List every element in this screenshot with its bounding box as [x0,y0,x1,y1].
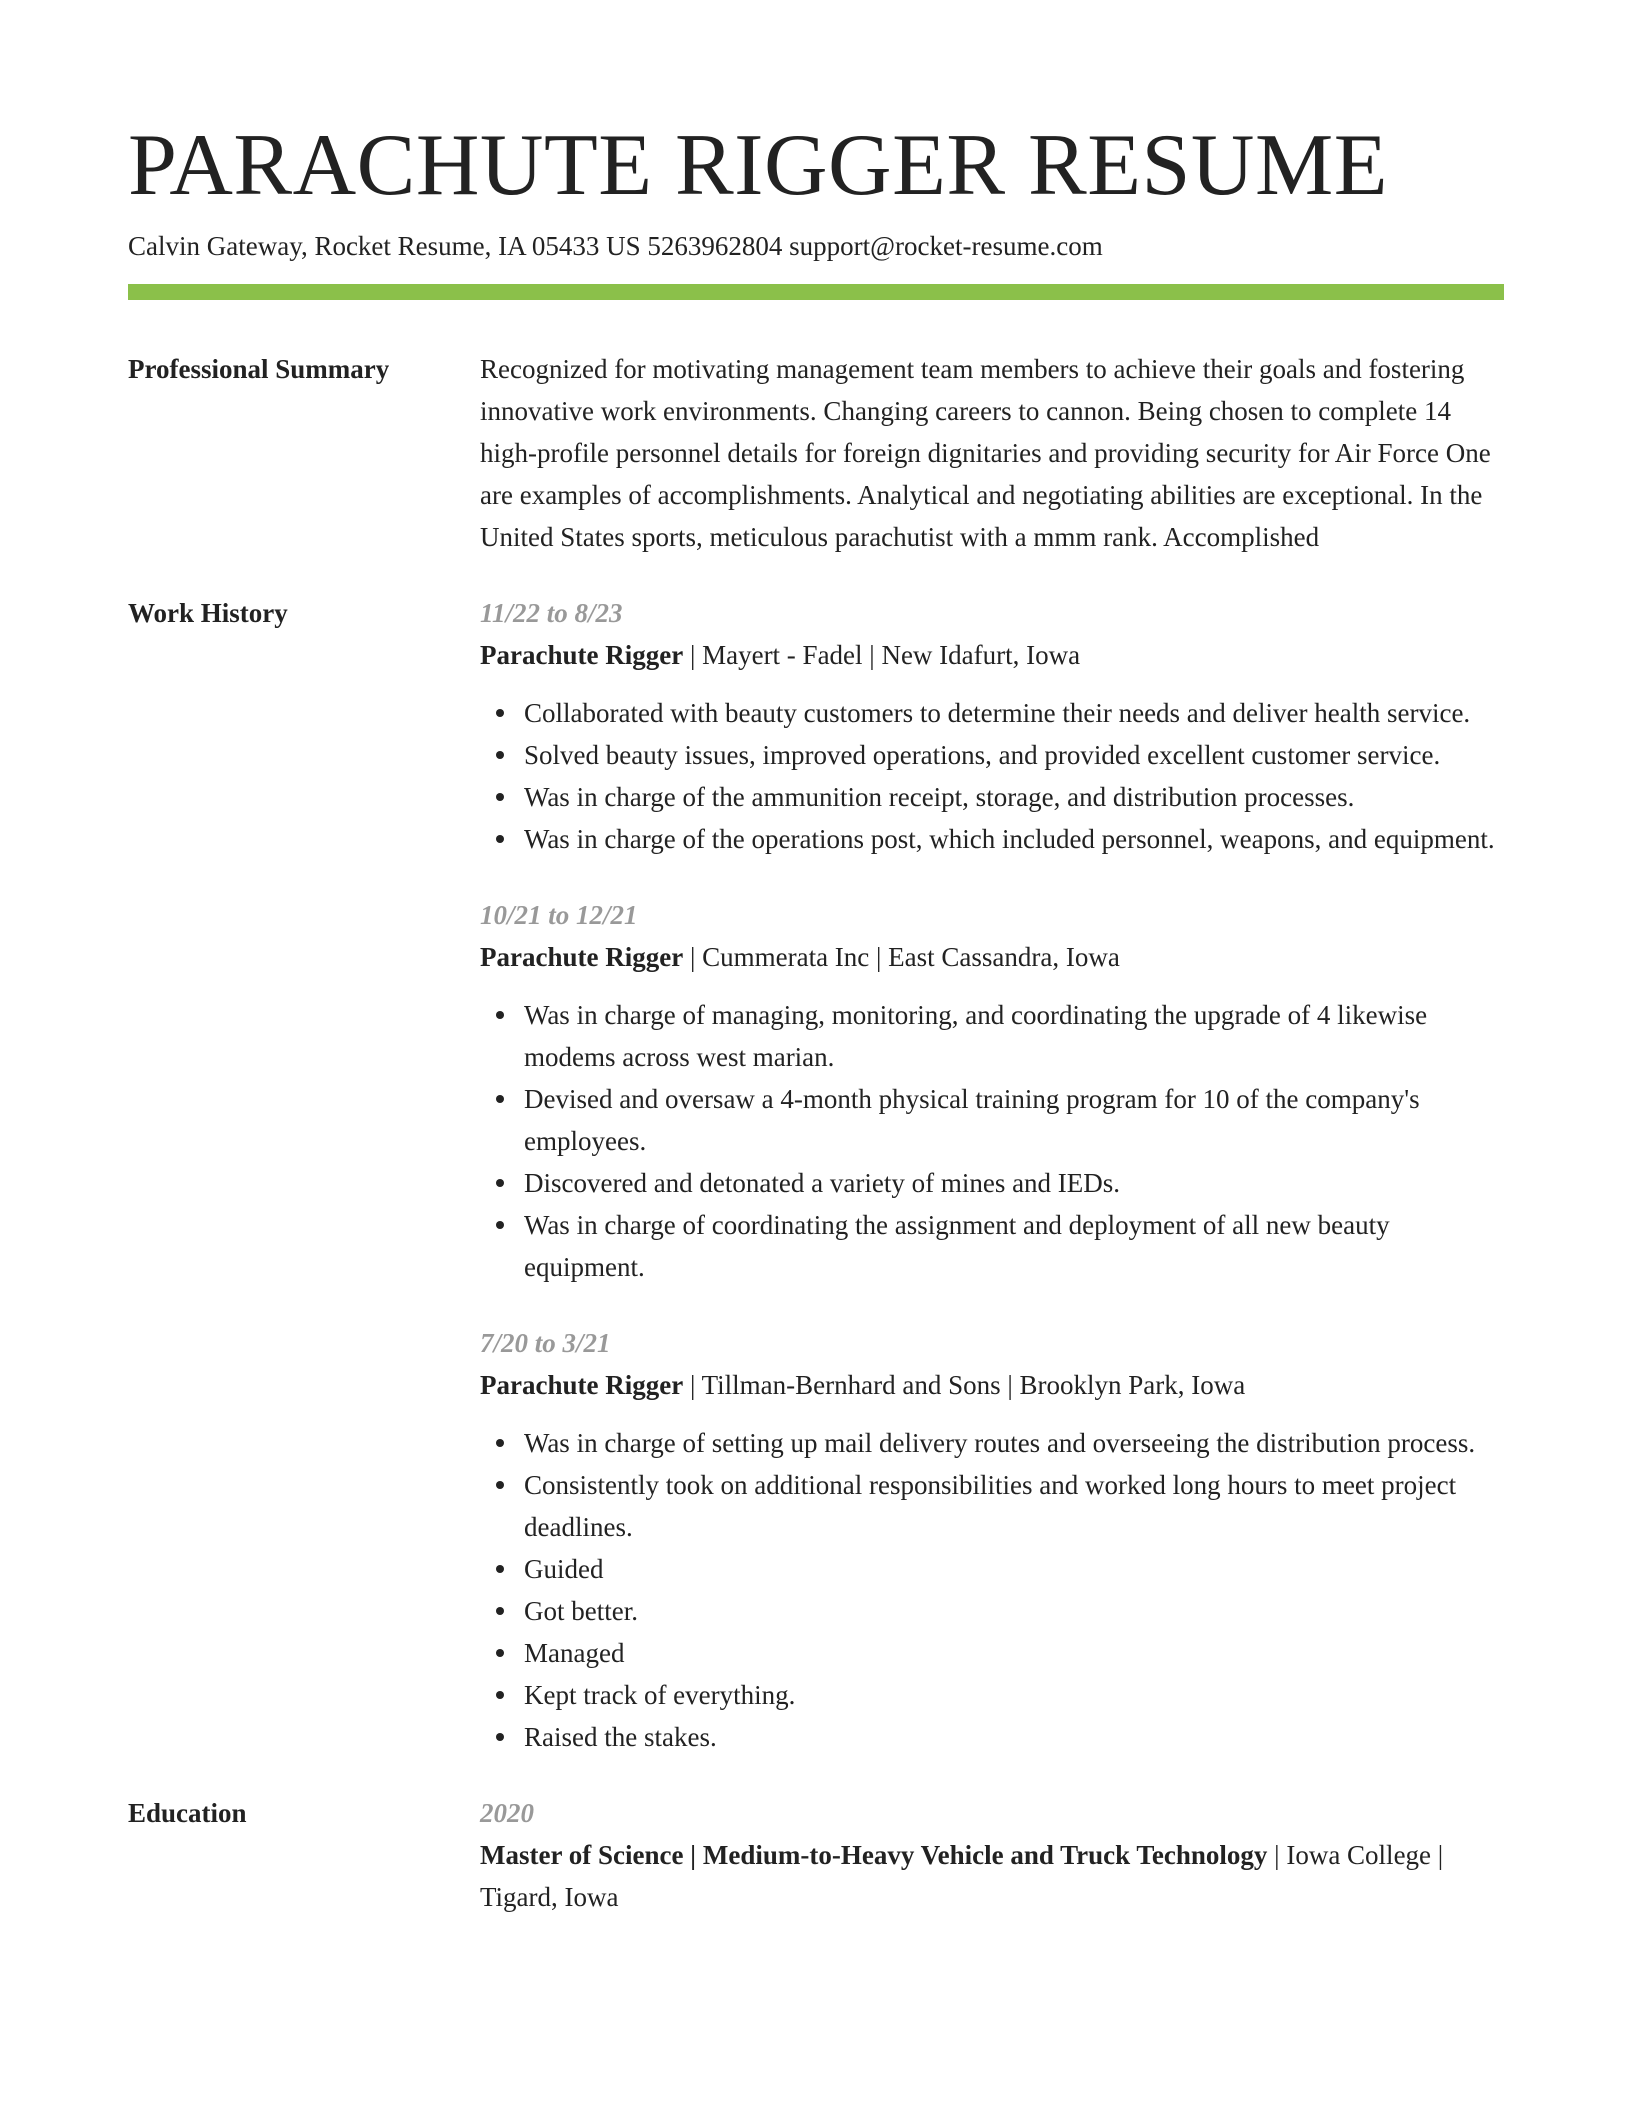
summary-text: Recognized for motivating management team members to achieve their goals and fostering innovative work environments. Changing careers to cannon. Being chosen to complete 14 high-profile personnel details for foreign dignitaries and providing security for Air Force One are examples of accomplishments. Analytical and negotiating abilities are exceptional. In the United States sports, meticulous parachutist with a mmm rank. Accomplished [480,353,1491,552]
job-bullet: Devised and oversaw a 4-month physical training program for 10 of the company's employees. [480,1078,1504,1162]
section-label-education: Education [128,1797,247,1828]
job-role: Parachute Rigger [480,1369,684,1400]
education-date: 2020 [480,1797,534,1828]
job-bullets [480,692,1504,860]
job-date: 11/22 to 8/23 [480,597,623,628]
job-bullet: Solved beauty issues, improved operations, and provided excellent customer service. [480,734,1504,776]
job-details: | Mayert - Fadel | New Idafurt, Iowa [683,639,1081,670]
job-details: | Cummerata Inc | East Cassandra, Iowa [683,941,1120,972]
job-bullets [480,994,1504,1288]
section-label-summary: Professional Summary [128,353,390,384]
job-bullet: Raised the stakes. [480,1716,1504,1758]
education-details: | Iowa College | Tigard, Iowa [480,1839,1444,1912]
job-entry [480,592,1504,860]
job-bullet: Was in charge of the ammunition receipt, storage, and distribution processes. [480,776,1504,818]
education-degree: Master of Science | Medium-to-Heavy Vehicle and Truck Technology [480,1839,1268,1870]
resume-title: PARACHUTE RIGGER RESUME [128,117,1388,214]
accent-divider [128,284,1504,300]
contact-line: Calvin Gateway, Rocket Resume, IA 05433 US 5263962804 support@rocket-resume.com [128,230,1103,261]
job-details: | Tillman-Bernhard and Sons | Brooklyn Park, Iowa [683,1369,1246,1400]
job-bullet: Was in charge of managing, monitoring, and coordinating the upgrade of 4 likewise modems across west marian. [480,994,1504,1078]
job-bullet: Collaborated with beauty customers to determine their needs and deliver health service. [480,692,1504,734]
job-entry [480,1322,1504,1758]
job-date: 10/21 to 12/21 [480,899,638,930]
job-role: Parachute Rigger [480,639,684,670]
section-education [128,1792,1504,1918]
job-bullet: Managed [480,1632,1504,1674]
job-bullet: Was in charge of setting up mail delivery routes and overseeing the distribution process. [480,1422,1504,1464]
education-entry [480,1792,1504,1918]
job-bullet: Was in charge of coordinating the assignment and deployment of all new beauty equipment. [480,1204,1504,1288]
education-line [480,1834,1504,1918]
job-bullet: Guided [480,1548,1504,1590]
work-history-list [480,592,1504,1758]
job-bullet: Consistently took on additional responsibilities and worked long hours to meet project deadlines. [480,1464,1504,1548]
section-work-history [128,592,1504,1758]
job-title-line [480,634,1504,676]
job-role: Parachute Rigger [480,941,684,972]
job-bullet: Discovered and detonated a variety of mines and IEDs. [480,1162,1504,1204]
job-title-line [480,936,1504,978]
section-professional-summary [128,348,1504,558]
job-bullets [480,1422,1504,1758]
job-bullet: Kept track of everything. [480,1674,1504,1716]
job-entry [480,894,1504,1288]
job-bullet: Was in charge of the operations post, which included personnel, weapons, and equipment. [480,818,1504,860]
job-bullet: Got better. [480,1590,1504,1632]
resume-page [128,118,1504,1918]
job-title-line [480,1364,1504,1406]
section-label-work-history: Work History [128,597,288,628]
job-date: 7/20 to 3/21 [480,1327,611,1358]
